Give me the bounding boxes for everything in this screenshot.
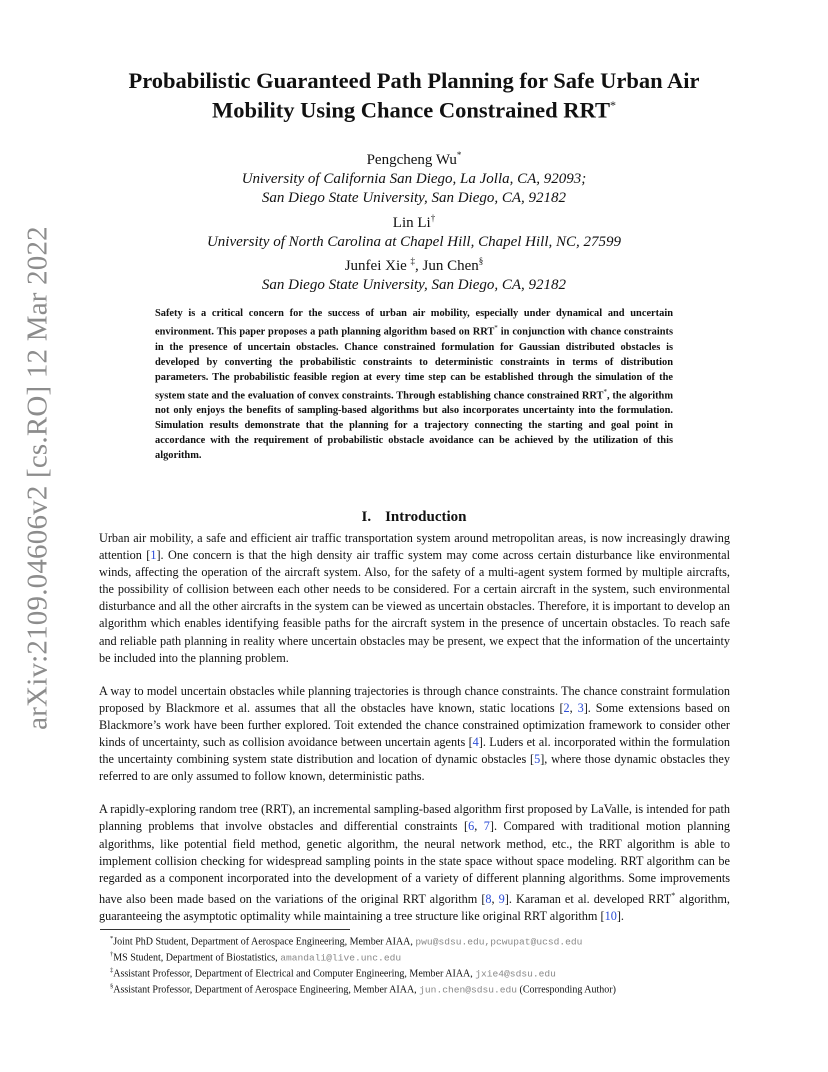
- footnote-text: MS Student, Department of Biostatistics,: [113, 952, 281, 964]
- paragraph-text: ]. Luders et al. incorporated within the formulation the uncertainty combining system state distribution and location of dynamic obstacles [: [99, 735, 730, 767]
- paragraph-text: ].: [616, 908, 624, 923]
- email-link[interactable]: jun.chen@sdsu.edu: [419, 984, 518, 996]
- star-mark: *: [671, 890, 676, 900]
- section-heading: [100, 509, 728, 526]
- paragraph-text: ]. One concern is that the high density air traffic system may come across certain disturbance like environmental winds, affecting the operation of the aircraft system. Also, for the safety of a multi-agent system formed by multiple aircrafts, the possibility of collision between each other needs to be considered. For a certain aircraft in the system, such environmental disturbance and all the other aircrafts in the system can be viewed as uncertain obstacles. Therefore, it is important to develop an algorithm which enables identifying feasible paths for the aircraft system in the presence of uncertain obstacles. To reach safe and reliable path planning in reality where uncertain obstacles may be present, we expect that the information of the uncertainty be included into the planning problem.: [99, 548, 730, 665]
- footnote-mark: †: [110, 951, 114, 959]
- affiliation: San Diego State University, San Diego, CA, 92182: [261, 190, 567, 207]
- footnote-3: [110, 965, 740, 981]
- affiliation: University of California San Diego, La Jolla, CA, 92093;: [241, 171, 587, 188]
- abstract-text: , the algorithm not only enjoys the benefits of sampling-based algorithms but also incorporates uncertainty into the formulation. Simulation results demonstrate that the planning for a trajectory connecting the starting and goal point in accordance with the requirement of probabilistic obstacle avoidance can be achieved by the utilization of this algorithm.: [155, 390, 673, 462]
- email-link[interactable]: pwu@sdsu.edu,pcwupat@ucsd.edu: [415, 936, 583, 948]
- author-line-3: [100, 252, 728, 276]
- footnote-mark: §: [110, 983, 114, 991]
- title-line-1: Probabilistic Guaranteed Path Planning for Safe Urban Air: [128, 68, 700, 93]
- paragraph-text: algorithm, guaranteeing the asymptotic optimality while maintaining a tree structure like original RRT algorithm [: [99, 891, 730, 923]
- paragraph-text: ,: [491, 891, 499, 906]
- author-line-1: [100, 146, 728, 170]
- paragraph-2: [99, 683, 730, 786]
- citation-link[interactable]: 4: [472, 735, 479, 750]
- paragraph-text: ,: [569, 700, 578, 715]
- author-name: , Jun Chen: [415, 258, 479, 275]
- footnote-mark: §: [478, 256, 484, 267]
- star-mark: *: [603, 387, 607, 396]
- footnote-mark: *: [110, 935, 114, 942]
- paragraph-1: [99, 530, 730, 667]
- footnote-text: (Corresponding Author): [517, 984, 616, 996]
- abstract-text: in conjunction with chance constraints in the presence of uncertain obstacles. Chance constrained formulation for Gaussian distributed obstacles is developed by converting the probabilistic constraints to deterministic constraints in terms of distribution parameters. The probabilistic feasible region at every time step can be established through the simulation of the system state and the evaluation of convex constraints. Through establishing chance constrained RRT: [155, 326, 673, 402]
- citation-link[interactable]: 2: [563, 700, 570, 715]
- citation-link[interactable]: 1: [150, 548, 157, 563]
- footnote-mark: ‡: [410, 256, 416, 267]
- footnote-1: [110, 933, 740, 949]
- arxiv-identifier-stamp: arXiv:2109.04606v2 [cs.RO] 12 Mar 2022: [21, 226, 54, 730]
- paragraph-text: Urban air mobility, a safe and efficient air traffic transportation system around metropolitan areas, is now increasingly drawing attention [: [99, 531, 730, 563]
- abstract: [155, 306, 673, 463]
- paragraph-3: [99, 801, 730, 925]
- author-name: Lin Li: [392, 214, 431, 231]
- abstract-text: Safety is a critical concern for the success of urban air mobility, especially under dynamical and uncertain environment. This paper proposes a path planning algorithm based on RRT: [155, 308, 673, 338]
- paragraph-text: A way to model uncertain obstacles while planning trajectories is through chance constraints. The chance constraint formulation proposed by Blackmore et al. assumes that all the obstacles have known, static locations [: [99, 683, 730, 715]
- paragraph-text: ], where those dynamic obstacles they referred to are only assumed to follow known, deterministic paths.: [99, 752, 730, 784]
- citation-link[interactable]: 10: [604, 908, 617, 923]
- footnote-mark: *: [456, 150, 462, 160]
- footnote-divider: [100, 929, 350, 930]
- footnotes: [110, 933, 740, 998]
- affiliation: University of North Carolina at Chapel Hill, Chapel Hill, NC, 27599: [206, 233, 622, 250]
- footnote-2: [110, 949, 740, 965]
- star-mark: *: [494, 324, 498, 333]
- footnote-text: Assistant Professor, Department of Aerospace Engineering, Member AIAA,: [113, 984, 420, 996]
- paragraph-text: ]. Compared with traditional motion planning algorithms, like potential field method, genetic algorithm, the neural network method, etc., the RRT algorithm is able to implement collision checking for widespread sampling points in the state space without space modeling. RRT algorithm can be regarded as a component incorporated into the development of a variety of different planning algorithms. Some improvements have also been made based on the variations of the original RRT algorithm [: [99, 819, 730, 906]
- citation-link[interactable]: 9: [498, 891, 505, 906]
- citation-link[interactable]: 7: [483, 819, 490, 834]
- paragraph-text: ]. Some extensions based on Blackmore’s work have been further explored. Toit extended the chance constrained optimization framework to consider other kinds of uncertainty, such as collision avoidance between uncertain agents [: [99, 700, 731, 750]
- footnote-mark: †: [430, 212, 436, 223]
- footnote-text: Joint PhD Student, Department of Aerospace Engineering, Member AIAA,: [113, 936, 416, 948]
- paper-title: [100, 68, 728, 123]
- citation-link[interactable]: 3: [577, 700, 584, 715]
- title-line-2: Mobility Using Chance Constrained RRT: [212, 97, 610, 123]
- email-link[interactable]: jxie4@sdsu.edu: [475, 968, 556, 980]
- section-number: I.: [361, 509, 372, 525]
- section-title: Introduction: [385, 509, 467, 525]
- citation-link[interactable]: 8: [485, 891, 492, 906]
- footnote-text: Assistant Professor, Department of Electrical and Computer Engineering, Member AIAA,: [113, 968, 476, 980]
- author-block: [100, 146, 728, 295]
- paragraph-text: A rapidly-exploring random tree (RRT), an incremental sampling-based algorithm first proposed by LaValle, is intended for path planning problems that involve obstacles and differential constraints [: [99, 802, 730, 834]
- author-name: Pengcheng Wu: [366, 152, 457, 168]
- paragraph-text: ]. Karaman et al. developed RRT: [504, 891, 672, 906]
- body-text: [99, 530, 730, 925]
- affiliation: San Diego State University, San Diego, CA, 92182: [261, 277, 567, 294]
- citation-link[interactable]: 5: [534, 752, 541, 767]
- title-star: *: [610, 98, 616, 112]
- paragraph-text: ,: [474, 819, 484, 834]
- footnote-4: [110, 981, 740, 997]
- citation-link[interactable]: 6: [468, 819, 475, 834]
- email-link[interactable]: amandali@live.unc.edu: [280, 952, 402, 964]
- author-line-2: [100, 209, 728, 233]
- author-name: Junfei Xie: [344, 258, 407, 275]
- footnote-mark: ‡: [110, 967, 114, 975]
